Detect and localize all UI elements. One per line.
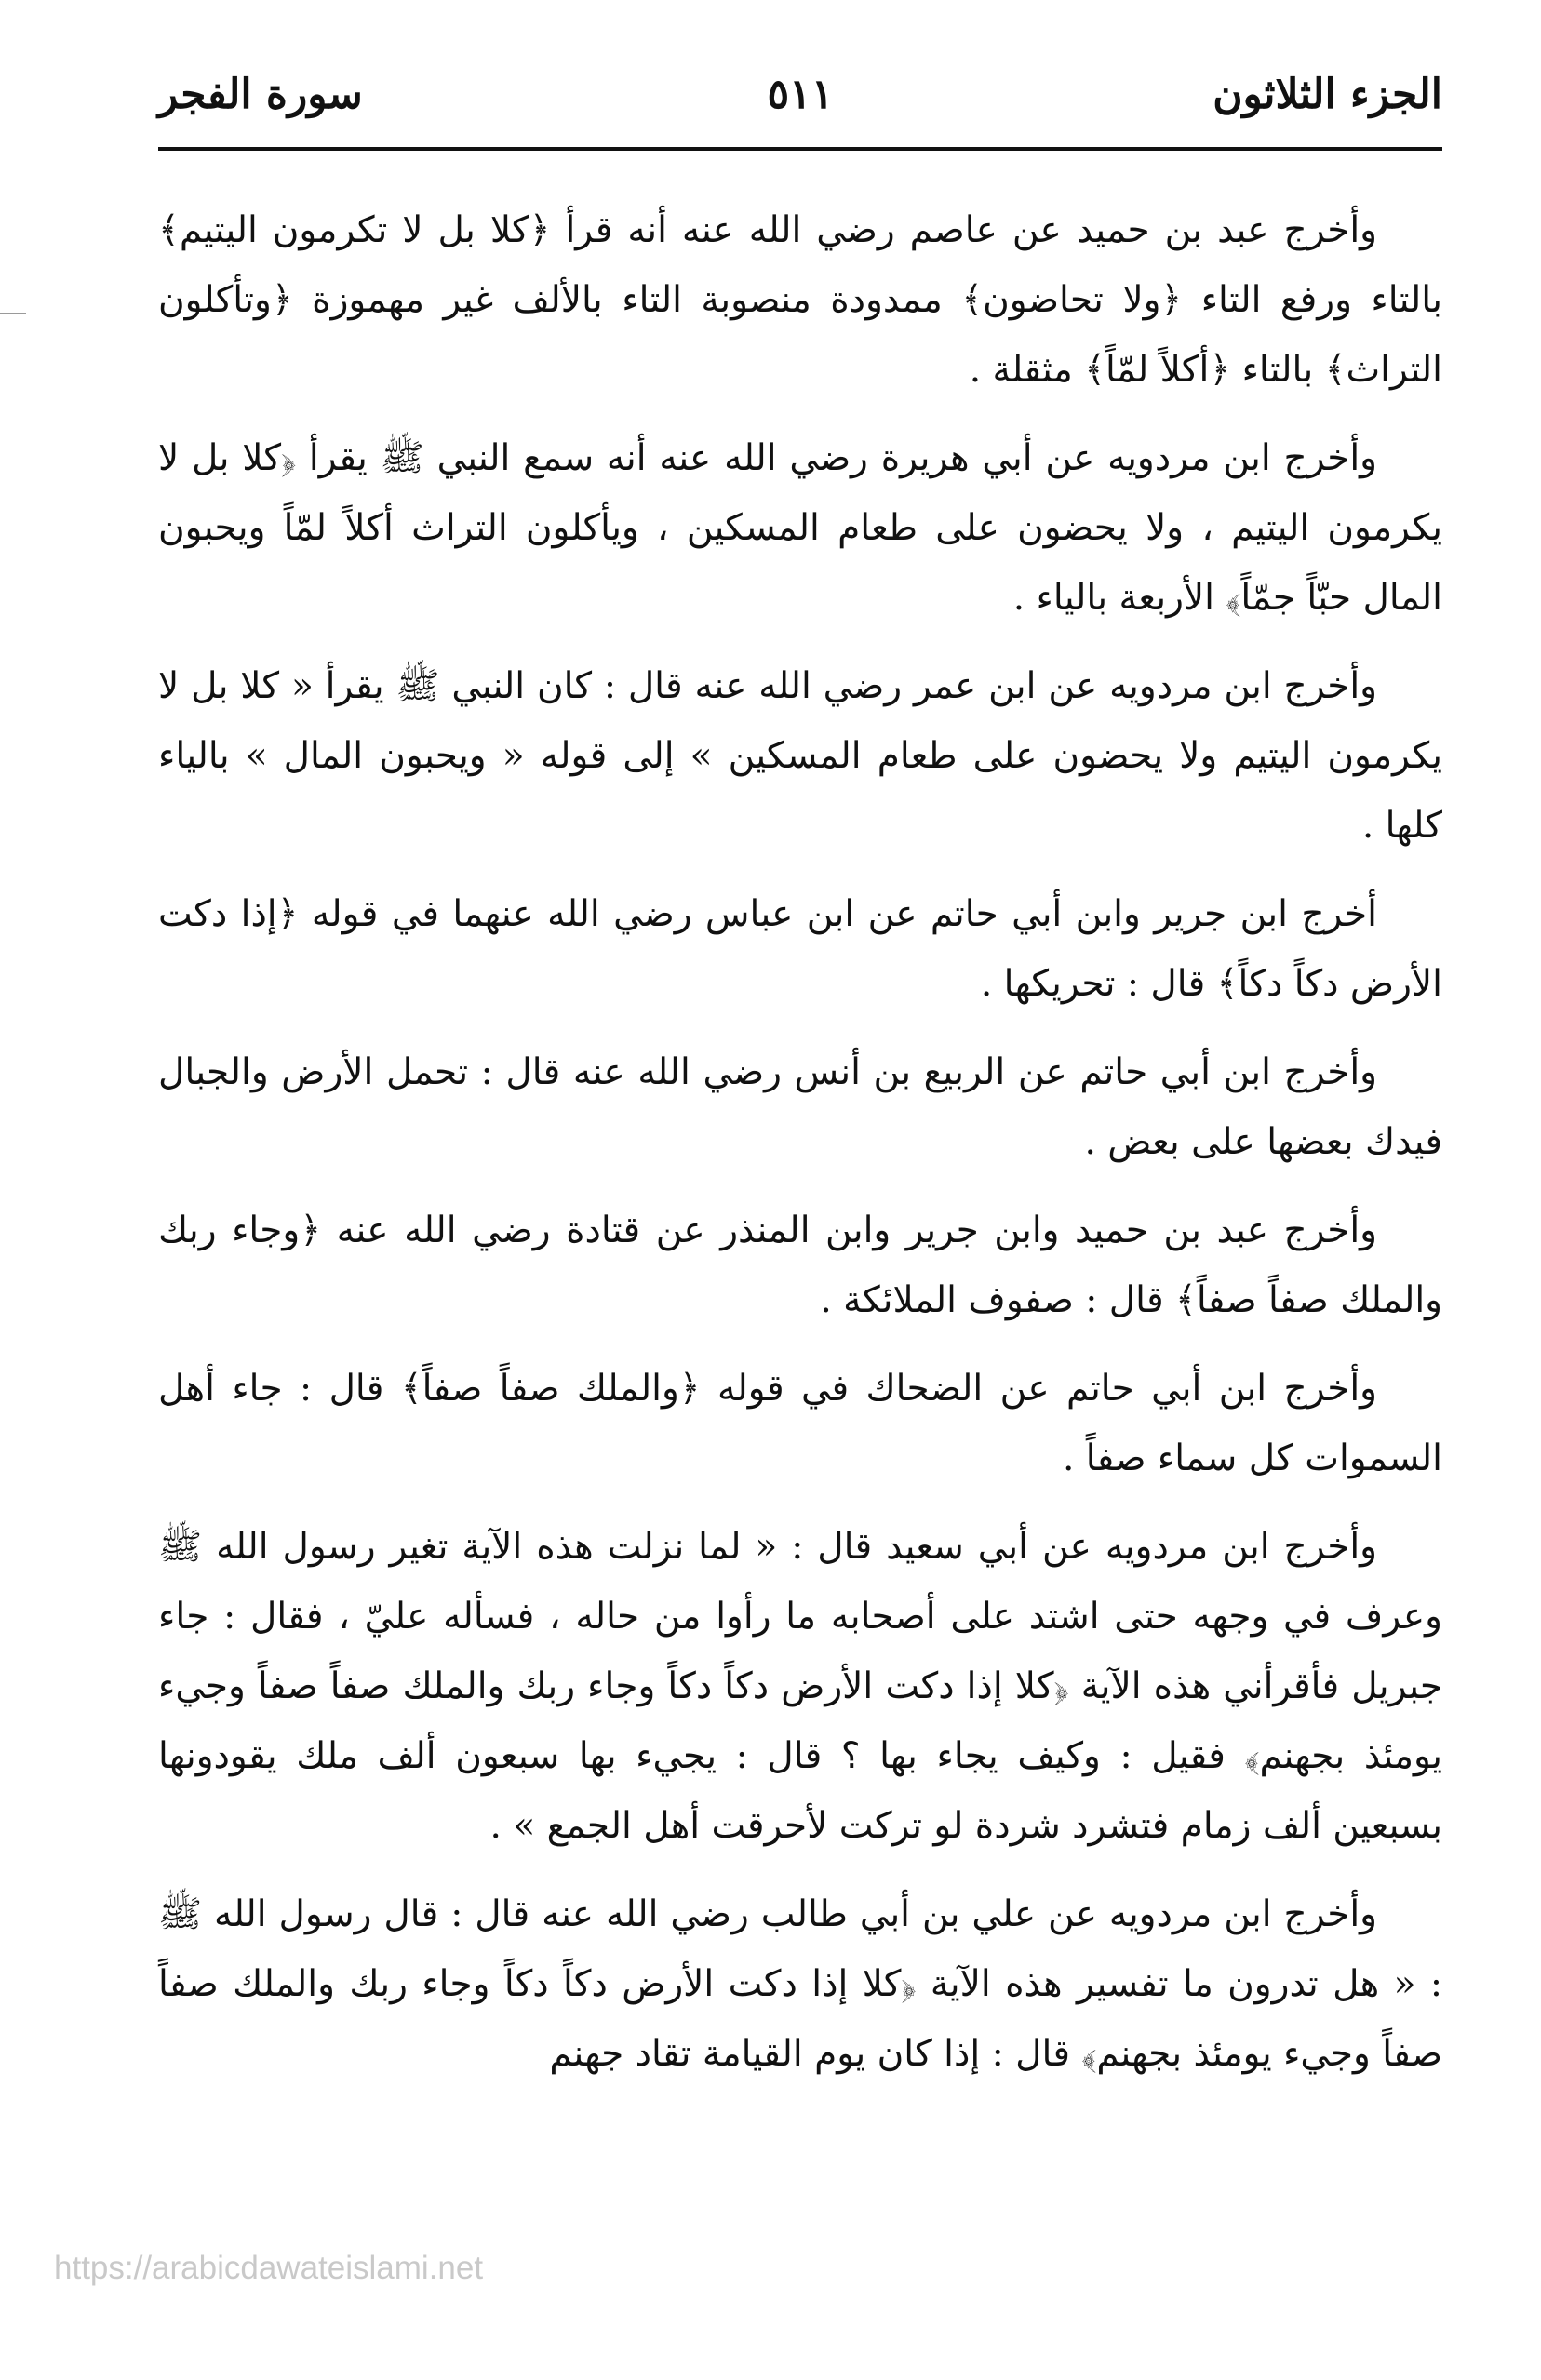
- paragraph: وأخرج ابن مردويه عن علي بن أبي طالب رضي الله عنه قال : قال رسول الله ﷺ : « هل تدرون ما تفسير هذه الآية ﴿كلا إذا دكت الأرض دكاً دكاً وجاء ربك والملك صفاً صفاً وجيء يومئذ بجهنم﴾ قال : إذا كان يوم القيامة تقاد جهنم: [158, 1893, 1442, 2075]
- header-rule: [158, 147, 1442, 151]
- paragraph: وأخرج عبد بن حميد عن عاصم رضي الله عنه أنه قرأ ﴿كلا بل لا تكرمون اليتيم﴾ بالتاء ورفع التاء ﴿ولا تحاضون﴾ ممدودة منصوبة التاء بالألف غير مهموزة ﴿وتأكلون التراث﴾ بالتاء ﴿أكلاً لمّاً﴾ مثقلة .: [158, 209, 1442, 391]
- page-body: [158, 195, 1442, 2089]
- paragraph: وأخرج ابن مردويه عن ابن عمر رضي الله عنه قال : كان النبي ﷺ يقرأ « كلا بل لا يكرمون اليتيم ولا يحضون على طعام المسكين » إلى قوله « ويحبون المال » بالياء كلها .: [158, 665, 1442, 847]
- paragraph: وأخرج ابن أبي حاتم عن الضحاك في قوله ﴿والملك صفاً صفاً﴾ قال : جاء أهل السموات كل سماء صفاً .: [158, 1368, 1442, 1479]
- page-header: [158, 61, 1442, 136]
- paragraph: وأخرج ابن مردويه عن أبي هريرة رضي الله عنه أنه سمع النبي ﷺ يقرأ ﴿كلا بل لا يكرمون اليتيم ، ولا يحضون على طعام المسكين ، ويأكلون التراث أكلاً لمّاً ويحبون المال حبّاً جمّاً﴾ الأربعة بالياء .: [158, 437, 1442, 619]
- paragraph: وأخرج ابن أبي حاتم عن الربيع بن أنس رضي الله عنه قال : تحمل الأرض والجبال فيدك بعضها على بعض .: [158, 1051, 1442, 1163]
- page-number: ٥١١: [767, 71, 834, 118]
- website-watermark: https://arabicdawateislami.net: [54, 2250, 484, 2286]
- paragraph: أخرج ابن جرير وابن أبي حاتم عن ابن عباس رضي الله عنهما في قوله ﴿إذا دكت الأرض دكاً دكاً﴾ قال : تحريكها .: [158, 893, 1442, 1005]
- scan-mark: [0, 313, 26, 314]
- part-title: الجزء الثلاثون: [1213, 71, 1442, 118]
- paragraph: وأخرج ابن مردويه عن أبي سعيد قال : « لما نزلت هذه الآية تغير رسول الله ﷺ وعرف في وجهه حتى اشتد على أصحابه ما رأوا من حاله ، فسأله عليّ ، فقال : جاء جبريل فأقرأني هذه الآية ﴿كلا إذا دكت الأرض دكاً دكاً وجاء ربك والملك صفاً صفاً وجيء يومئذ بجهنم﴾ فقيل : وكيف يجاء بها ؟ قال : يجيء بها سبعون ألف ملك يقودونها بسبعين ألف زمام فتشرد شردة لو تركت لأحرقت أهل الجمع » .: [158, 1526, 1442, 1847]
- paragraph: وأخرج عبد بن حميد وابن جرير وابن المنذر عن قتادة رضي الله عنه ﴿وجاء ربك والملك صفاً صفاً﴾ قال : صفوف الملائكة .: [158, 1210, 1442, 1321]
- surah-title: سورة الفجر: [158, 71, 363, 118]
